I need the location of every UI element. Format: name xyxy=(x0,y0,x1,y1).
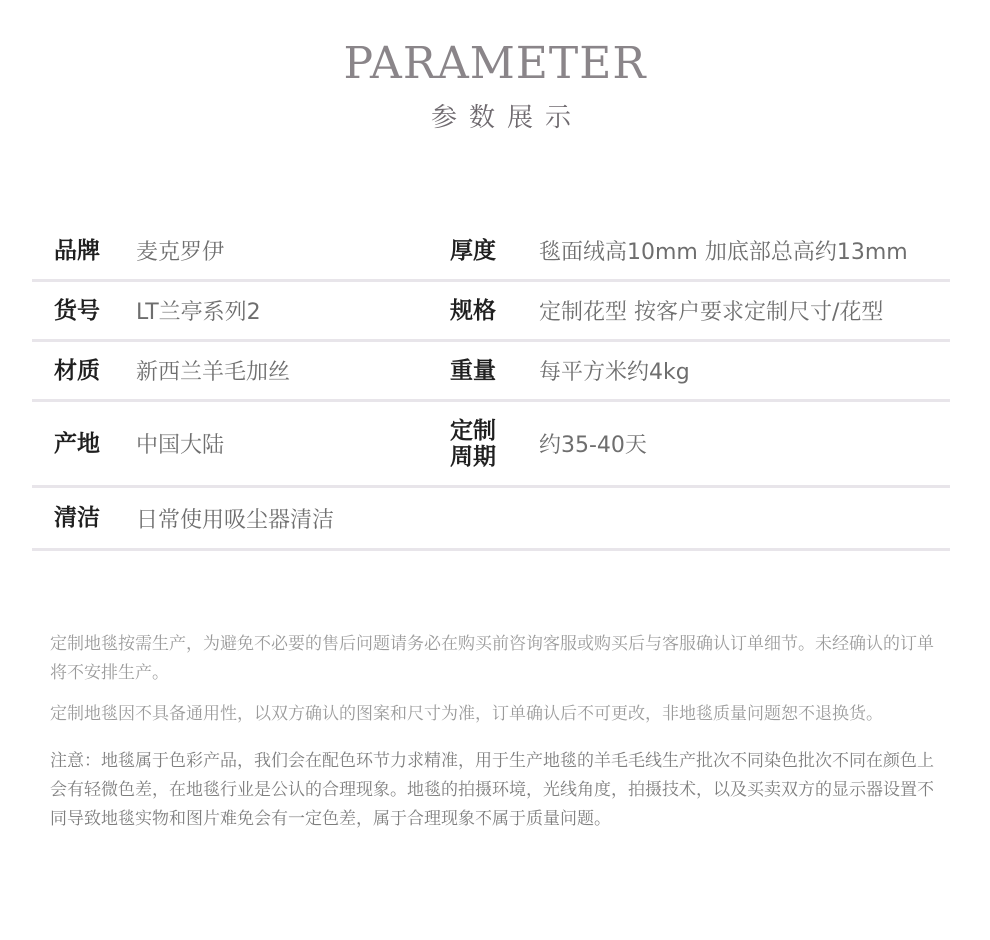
origin-label: 产地 xyxy=(54,430,100,457)
custom-period-label-line1: 定制 xyxy=(450,417,496,444)
note-no-return: 定制地毯因不具备通用性，以双方确认的图案和尺寸为准，订单确认后不可更改，非地毯质量问题恕不退换货。 xyxy=(50,704,883,724)
material-value: 新西兰羊毛加丝 xyxy=(136,360,291,385)
custom-period-label xyxy=(450,402,510,485)
table-row-brand-thickness xyxy=(32,222,950,282)
notes-section xyxy=(50,630,950,846)
spec-value: 定制花型 按客户要求定制尺寸/花型 xyxy=(539,300,884,325)
table-row-material-weight xyxy=(32,342,950,402)
table-row-model-spec xyxy=(32,282,950,342)
model-value: LT兰亭系列2 xyxy=(136,300,261,325)
cleaning-value: 日常使用吸尘器清洁 xyxy=(136,507,335,533)
custom-period-value: 约35-40天 xyxy=(539,433,647,458)
page-title-chinese: 参数展示 xyxy=(430,103,583,133)
origin-value: 中国大陆 xyxy=(136,433,225,458)
table-row-origin-custom-period xyxy=(32,402,950,488)
note-color-difference: 注意：地毯属于色彩产品，我们会在配色环节力求精准，用于生产地毯的羊毛毛线生产批次不同染色批次不同在颜色上会有轻微色差，在地毯行业是公认的合理现象。地毯的拍摄环境，光线角度，拍摄技术，以及买卖双方的显示器设置不同导致地毯实物和图片难免会有一定色差，属于合理现象不属于质量问题。 xyxy=(50,751,934,829)
brand-value: 麦克罗伊 xyxy=(136,240,225,265)
cleaning-label: 清洁 xyxy=(54,505,100,531)
material-label: 材质 xyxy=(54,357,100,384)
spec-label: 规格 xyxy=(450,297,496,324)
page-title-english: PARAMETER xyxy=(343,38,647,89)
note-custom-production: 定制地毯按需生产，为避免不必要的售后问题请务必在购买前咨询客服或购买后与客服确认订单细节。未经确认的订单将不安排生产。 xyxy=(50,634,934,683)
thickness-label: 厚度 xyxy=(450,237,496,264)
brand-label: 品牌 xyxy=(54,237,100,264)
model-label: 货号 xyxy=(54,297,100,324)
custom-period-label-line2: 周期 xyxy=(450,443,496,470)
parameter-table xyxy=(32,222,950,551)
weight-value: 每平方米约4kg xyxy=(539,360,690,385)
thickness-value: 毯面绒高10mm 加底部总高约13mm xyxy=(539,240,908,265)
table-row-cleaning xyxy=(32,488,950,551)
weight-label: 重量 xyxy=(450,357,496,384)
